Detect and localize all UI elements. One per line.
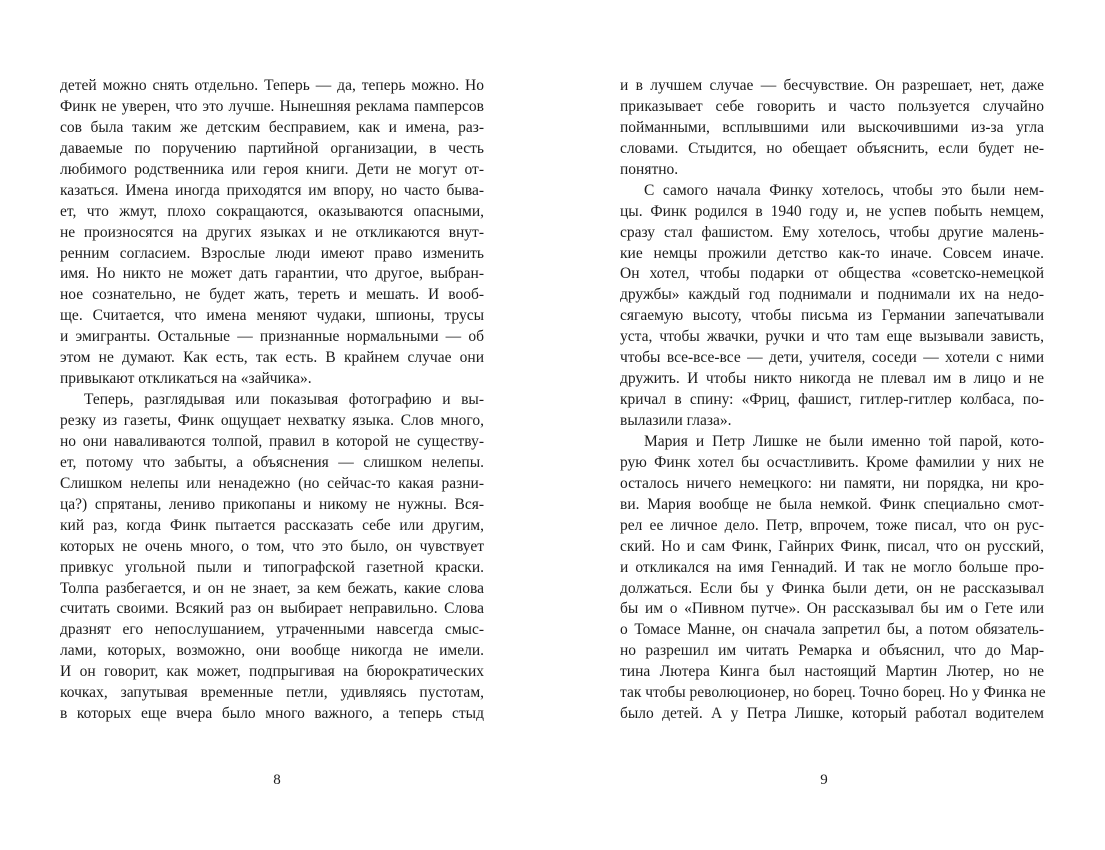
text-line: в которых еще вчера было много важного, а теперь стыд	[60, 705, 484, 723]
text-line: которых не очень много, о том, что это было, он чувствует	[60, 537, 484, 555]
text-line: резку из газеты, Финк ощущает нехватку языка. Слов много,	[60, 412, 484, 429]
text-line: Теперь, разглядывая или показывая фотографию и вы-	[84, 391, 484, 409]
text-line: вылазили глаза».	[620, 412, 732, 429]
text-line: кочках, запутывая временные петли, удивляясь пустотам,	[60, 684, 484, 702]
right-page-text	[620, 76, 1044, 725]
text-line: осталось ничего немецкого: ни памяти, ни порядка, ни кро-	[620, 474, 1044, 492]
text-line: ет, потому что забыты, а объяснения — слишком нелепы.	[60, 453, 484, 471]
text-line: словами. Стыдится, но обещает объяснить, если будет не-	[620, 139, 1044, 157]
text-line: лами, которых, возможно, они вообще никогда не имели.	[60, 642, 484, 660]
text-line: Мария и Петр Лишке не были именно той парой, кото-	[644, 432, 1044, 450]
text-line: ще. Считается, что имена меняют чудаки, шпионы, трусы	[60, 307, 484, 325]
text-line: и в лучшем случае — бесчувствие. Он разрешает, нет, даже	[620, 77, 1044, 94]
text-line: цы. Финк родился в 1940 году и, не успев побыть немцем,	[620, 202, 1044, 220]
text-line: понятно.	[620, 160, 679, 178]
text-line: но разрешил им читать Ремарка и объяснил, что до Мар-	[620, 642, 1044, 660]
text-line: даваемые по поручению партийной организации, в честь	[60, 139, 484, 157]
text-line: о Томасе Манне, он сначала запретил бы, а потом обязатель-	[620, 621, 1044, 639]
text-line: Он хотел, чтобы подарки от общества «советско-немецкой	[620, 265, 1044, 283]
text-line: было детей. А у Петра Лишке, который работал водителем	[620, 705, 1044, 723]
text-line: чтобы все-все-все — дети, учителя, соседи — хотели с ними	[620, 349, 1044, 367]
text-line: кричал в спину: «Фриц, фашист, гитлер-гитлер колбаса, по-	[620, 391, 1044, 409]
text-line: рел ее личное дело. Петр, впрочем, тоже писал, что он рус-	[620, 516, 1044, 534]
page-number-right: 9	[820, 772, 828, 788]
text-line: приказывает себе говорить и часто пользуется случайно	[620, 97, 1044, 115]
text-line: ский. Но и сам Финк, Гайнрих Финк, писал, что он русский,	[620, 537, 1044, 555]
text-line: должаться. Если бы у Финка были дети, он не рассказывал	[620, 579, 1044, 597]
text-line: ет, что жмут, плохо сокращаются, оказываются опасными,	[60, 202, 484, 220]
text-line: не произносятся на других языках и не откликаются внут-	[60, 223, 484, 241]
text-line: Финк не уверен, что это лучше. Нынешняя реклама памперсов	[60, 97, 484, 115]
text-line: имя. Но никто не может дать гарантии, что другое, выбран-	[60, 265, 484, 283]
text-line: дружбы» каждый год поднимали и поднимали их на недо-	[620, 286, 1044, 304]
text-line: кий раз, когда Финк пытается рассказать себе или другим,	[60, 516, 484, 534]
text-line: но они наваливаются толпой, правил в которой не существу-	[60, 432, 484, 450]
text-line: бы им о «Пивном путче». Он рассказывал бы им о Гете или	[620, 600, 1044, 618]
text-line: привкус угольной пыли и типографской газетной краски.	[60, 558, 484, 576]
page-number-left: 8	[273, 772, 281, 788]
text-line: казаться. Имена иногда приходятся им впору, но часто быва-	[60, 181, 484, 199]
text-line: ренним согласием. Взрослые люди имеют право изменить	[60, 244, 484, 262]
text-line: дружить. И чтобы никто никогда не плевал им в лицо и не	[620, 370, 1044, 388]
text-line: кие немцы прожили детство как-то иначе. Совсем иначе.	[620, 244, 1044, 262]
text-line: Толпа разбегается, и он не знает, за кем бежать, какие слова	[60, 579, 484, 597]
text-line: сразу стал фашистом. Ему хотелось, чтобы другие малень-	[620, 223, 1044, 241]
text-line: тина Лютера Кинга был настоящий Мартин Лютер, но не	[620, 663, 1044, 681]
text-line: так чтобы революционер, но борец. Точно борец. Но у Финка не	[620, 684, 1046, 702]
text-line: ное сознательно, не будет жать, тереть и мешать. И вооб-	[60, 286, 484, 304]
text-line: дразнят его непослушанием, утраченными навсегда смыс-	[60, 621, 484, 639]
text-line: любимого родственника или героя книги. Дети не могут от-	[60, 160, 484, 178]
text-line: С самого начала Финку хотелось, чтобы это были нем-	[644, 181, 1044, 199]
text-line: ви. Мария вообще не была немкой. Финк специально смот-	[620, 495, 1044, 513]
text-line: Слишком нелепы или ненадежно (но сейчас-то какая разни-	[60, 474, 484, 492]
text-line: И он говорит, как может, подпрыгивая на бюрократических	[60, 663, 484, 681]
left-page-text	[60, 76, 484, 725]
text-line: считать своими. Всякий раз он выбирает неправильно. Слова	[60, 600, 484, 618]
text-line: сягаемую высоту, чтобы письма из Германии запечатывали	[620, 307, 1044, 325]
text-line: ца?) спрятаны, лениво прикопаны и никому не нужны. Вся-	[60, 495, 484, 513]
text-line: рую Финк хотел бы осчастливить. Кроме фамилии у них не	[620, 453, 1044, 471]
text-line: и откликался на имя Геннадий. И так не могло больше про-	[620, 558, 1044, 576]
text-line: этом не думают. Как есть, так есть. В крайнем случае они	[60, 349, 484, 367]
text-line: детей можно снять отдельно. Теперь — да, теперь можно. Но	[60, 77, 484, 94]
text-line: и эмигранты. Остальные — признанные нормальными — об	[60, 328, 484, 346]
text-line: уста, чтобы жвачки, ручки и что там еще вызывали зависть,	[620, 328, 1044, 346]
text-line: привыкают откликаться на «зайчика».	[60, 370, 312, 388]
text-line: сов была таким же детским бесправием, как и имена, раз-	[60, 118, 484, 136]
text-line: пойманными, всплывшими или выскочившими из-за угла	[620, 118, 1044, 136]
